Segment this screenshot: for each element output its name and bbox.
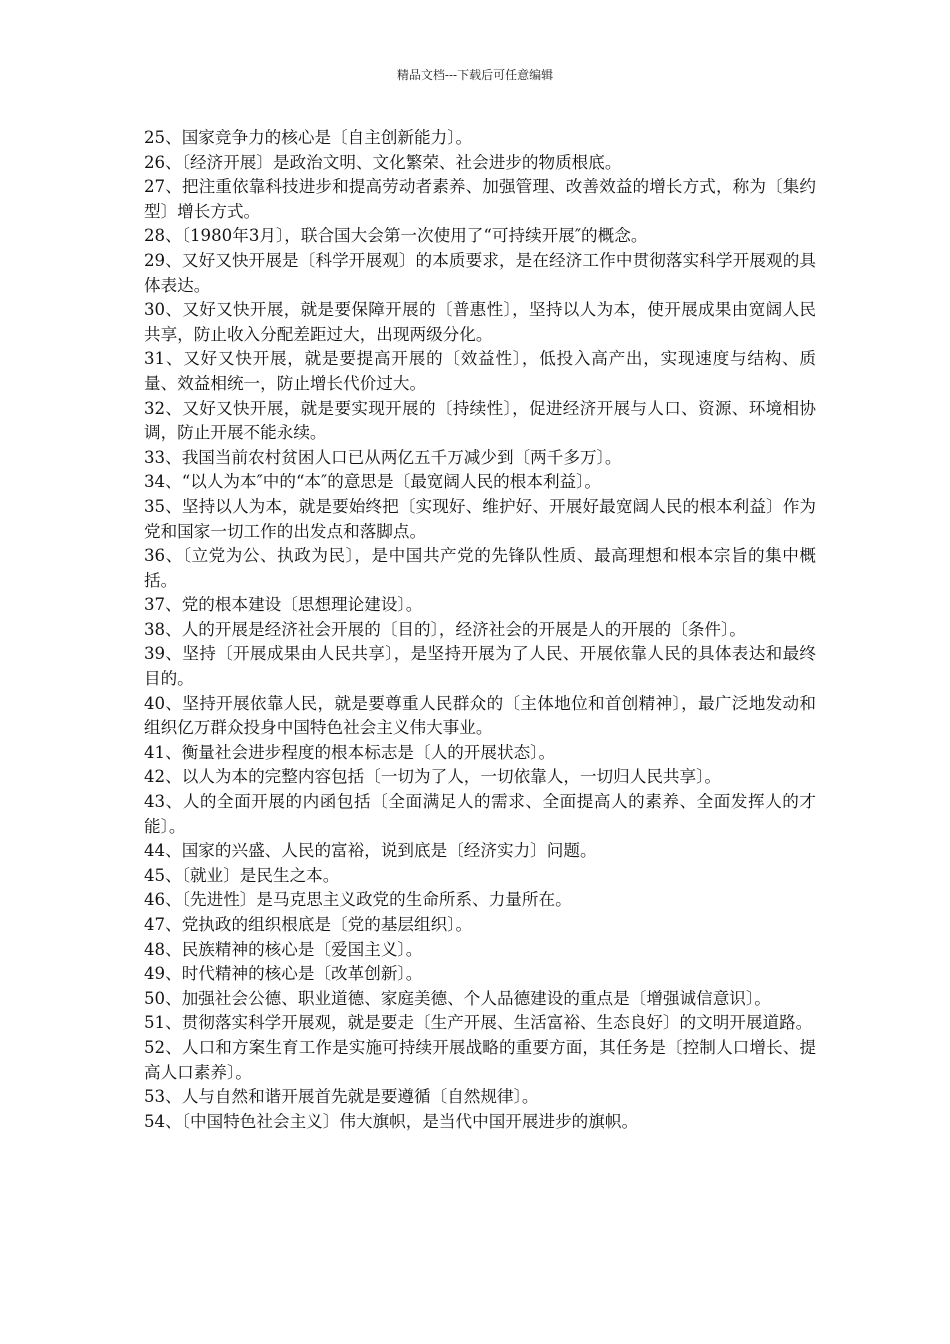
list-item: 49、时代精神的核心是〔改革创新〕。 [144, 964, 423, 984]
list-item: 31、又好又快开展，就是要提高开展的〔效益性〕，低投入高产出，实现速度与结构、质量、效益相统一，防止增长代价过大。 [144, 349, 816, 393]
list-item: 52、人口和方案生育工作是实施可持续开展战略的重要方面，其任务是〔控制人口增长、提高人口素养〕。 [144, 1037, 816, 1082]
list-item: 44、国家的兴盛、人民的富裕，说到底是〔经济实力〕问题。 [144, 841, 597, 861]
list-item: 41、衡量社会进步程度的根本标志是〔人的开展状态〕。 [144, 742, 556, 762]
list-item: 28、〔1980年3月〕，联合国大会第一次使用了“可持续开展″的概念。 [144, 226, 648, 246]
list-item: 25、国家竞争力的核心是〔自主创新能力〕。 [144, 128, 473, 147]
list-item: 40、坚持开展依靠人民，就是要尊重人民群众的〔主体地位和首创精神〕，最广泛地发动和组织亿万群众投身中国特色社会主义伟大事业。 [144, 693, 816, 738]
list-item: 34、“以人为本″中的“本″的意思是〔最宽阔人民的根本利益〕。 [144, 472, 602, 492]
list-item: 30、又好又快开展，就是要保障开展的〔普惠性〕，坚持以人为本，使开展成果由宽阔人民共享，防止收入分配差距过大，出现两级分化。 [144, 300, 816, 344]
list-item: 26、〔经济开展〕是政治文明、文化繁荣、社会进步的物质根底。 [144, 152, 622, 172]
list-item: 38、人的开展是经济社会开展的〔目的〕，经济社会的开展是人的开展的〔条件〕。 [144, 619, 746, 639]
page-header [0, 68, 950, 82]
list-item: 46、〔先进性〕是马克思主义政党的生命所系、力量所在。 [144, 890, 572, 910]
list-item: 32、又好又快开展，就是要实现开展的〔持续性〕，促进经济开展与人口、资源、环境相协调，防止开展不能永续。 [144, 398, 816, 443]
list-item: 45、〔就业〕是民生之本。 [144, 865, 340, 885]
list-item: 43、人的全面开展的内函包括〔全面满足人的需求、全面提高人的素养、全面发挥人的才能〕。 [144, 792, 816, 836]
list-item: 27、把注重依靠科技进步和提高劳动者素养、加强管理、改善效益的增长方式，称为〔集约型〕增长方式。 [144, 177, 816, 221]
list-item: 37、党的根本建设〔思想理论建设〕。 [144, 595, 423, 615]
list-item: 35、坚持以人为本，就是要始终把〔实现好、维护好、开展好最宽阔人民的根本利益〕作为党和国家一切工作的出发点和落脚点。 [144, 496, 816, 541]
list-item: 50、加强社会公德、职业道德、家庭美德、个人品德建设的重点是〔增强诚信意识〕。 [144, 988, 771, 1008]
list-item: 29、又好又快开展是〔科学开展观〕的本质要求，是在经济工作中贯彻落实科学开展观的具体表达。 [144, 250, 816, 295]
list-item: 48、民族精神的核心是〔爱国主义〕。 [144, 939, 423, 959]
list-item: 42、以人为本的完整内容包括〔一切为了人，一切依靠人，一切归人民共享〕。 [144, 767, 722, 787]
list-item: 53、人与自然和谐开展首先就是要遵循〔自然规律〕。 [144, 1087, 539, 1107]
list-item: 39、坚持〔开展成果由人民共享〕，是坚持开展为了人民、开展依靠人民的具体表达和最终目的。 [144, 644, 816, 689]
list-item: 33、我国当前农村贫困人口已从两亿五千万减少到〔两千多万〕。 [144, 447, 622, 467]
list-item: 47、党执政的组织根底是〔党的基层组织〕。 [144, 915, 473, 934]
list-item: 36、〔立党为公、执政为民〕，是中国共产党的先锋队性质、最高理想和根本宗旨的集中概括。 [144, 546, 816, 590]
header-text: 精品文档---下载后可任意编辑 [396, 68, 554, 82]
document-body [144, 126, 816, 1134]
list-item: 51、贯彻落实科学开展观，就是要走〔生产开展、生活富裕、生态良好〕的文明开展道路。 [144, 1013, 813, 1033]
list-item: 54、〔中国特色社会主义〕伟大旗帜，是当代中国开展进步的旗帜。 [144, 1111, 639, 1131]
